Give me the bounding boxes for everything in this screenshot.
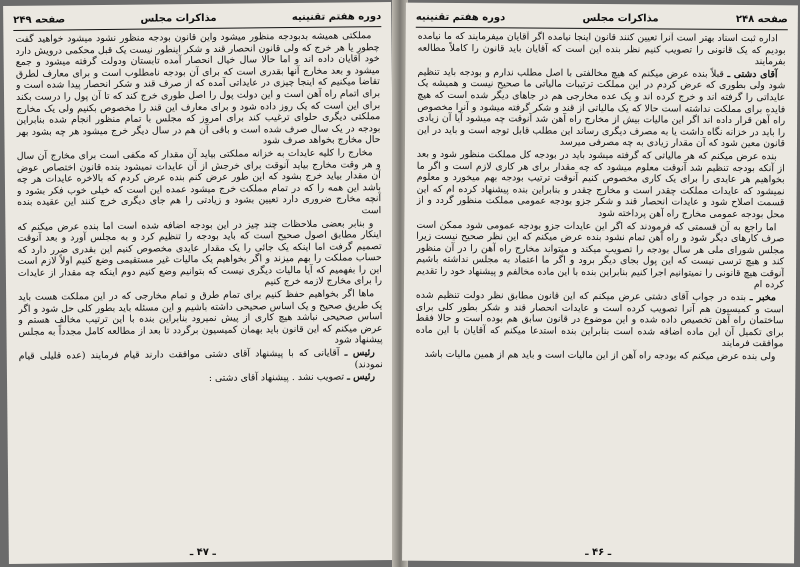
paragraph — [19, 371, 383, 386]
paragraph-text: مملکتی همیشه بدبودجه منظور میشود واین قانون بودجه منظور نشود میشود خواهید گفت چطور یا هر خرج که ولی قانون انحصار قند و شکر اینطور نیست یک قبل محکمی درویش دارد خود آقایان داده اند و اما حالا سال خیال انحصار آمده تابستان ودولت گرفته میشود و جمع میشود و بعد مخارج آنها بقدری است که برای آن بودجه نامطلوب است و برای معارف لطرق تقاضا میکنیم که اینجا چیزی در عایداتی آمده که از صرف قند و شکر انحصار پیدا شده است و برای اتمام راه آهن است و این دولت پول را اصل طوری خرج کند که تا آن پول را درست بکند برای این است که یک روز داده شود و برای معارف این قند را مخصوص بکنیم ولی یک مخارج مملکتی دیگری حلوای ترغیب کند برای امروز که مجلس با تمام منظور انجام شده بنابراین بودجه در یک سال صرف شده است و باقی آن هم در سال دیگر خرج میشود هر چه بشود بهر حال مخارج بخواهد صرف شود — [15, 30, 381, 147]
page-header — [416, 9, 788, 28]
paragraph-text: مخارج را کلیه عایدات به خزانه مملکتی بیاید آن مقدار که مکفی است برای مخارج آن سال و هر وقت مخارج بیاید آنوقت برای خرجش از آن عایدات نمیشود بنده قانون اختصاص عوض آن مقدار بیاید خرج بشود که این طور عرض کنم بنده عرض کردم که بالاخره عایدات هر چه باشد این همه را که در تمام مملکت خرج میشود عمده این است که خیلی خوب فکر بشود و آنچه مخارج ضروری دارد تعیین بشود و زیادتی را هم جای دیگری خرج کنند این عقیده بنده است — [16, 147, 382, 217]
paragraph-text: و بنابر بعضی ملاحظات چند چیز در این بودجه اضافه شده است اما بنده عرض میکنم که اینکار مطابق اصول صحیح است که باید بودجه را تنظیم کرد و به مجلس آورد و بعد آنوقت تصمیم گرفت اما اینکه یک جائی را یک مقدار عایدی مخصوص کنیم این بقدری ضرر دارد که حساب مملکت را بهم میزند و اگر بخواهیم یک مالیات غیر مستقیمی وضع کنیم اولاً لازم است این را بفهمیم که آیا مالیات دیگری نیست که بتوانیم وضع کنیم دوم اینکه چه مقدار از عایدات را برای مخارج لازمه خرج کنیم — [17, 217, 383, 288]
page-footer-number: ـ ۴۷ ـ — [189, 546, 216, 559]
header-title: مذاکرات مجلس — [140, 12, 217, 25]
session-label: دوره هفتم تقنینیه — [291, 10, 382, 23]
right-page — [402, 3, 798, 564]
paragraph — [416, 149, 784, 221]
paragraph — [18, 288, 383, 350]
header-title: مذاکرات مجلس — [582, 12, 659, 24]
left-page — [3, 2, 397, 564]
header-rule — [416, 27, 788, 31]
paragraph-text: آقایانی که با پیشنهاد آقای دشتی موافقت دارند قیام فرمایند (عده قلیلی قیام نمودند) — [18, 347, 383, 371]
paragraph — [416, 290, 784, 351]
paragraph — [17, 218, 382, 291]
paragraph — [416, 219, 784, 291]
paragraph-text: اداره ثبت اسناد بهتر است آنرا تعیین کنند قانون اینجا نیامده اگر آقایان میفرمایند که ما نیامده بودیم که یک قانونی را تصویب کنیم نظر بنده این است که آقایان باید قانون را کاملاً مطالعه بفرمایند — [417, 30, 786, 68]
page-number-label: صفحه ۲۴۸ — [735, 13, 788, 25]
paragraph — [17, 147, 382, 220]
speaker-name: رئیس ـ — [346, 371, 376, 383]
paragraph-text: بنده در جواب آقای دشتی عرض میکنم که این قانون مطابق نظر دولت تنظیم شده است و کمیسیون هم آنرا تصویب کرده است و عایدات انحصار قند و شکر بطور کلی برای ساختمان راه آهن تخصیص داده شده و این موضوع در قانون سابق هم بوده است و حالا فقط برای تکمیل آن این ماده اضافه شده است بنابراین بنده استدعا میکنم که آقایان با این ماده موافقت فرمایند — [415, 289, 784, 350]
page-footer-number: ـ ۴۶ ـ — [585, 546, 612, 559]
page-number-label: صفحه ۲۴۹ — [13, 13, 66, 26]
page-body — [414, 31, 786, 542]
paragraph-text: ولی بنده عرض میکنم که بودجه راه آهن از این مالیات است و باید هم از همین مالیات باشد — [424, 348, 776, 363]
speaker-name: آقای دشتی ـ — [727, 68, 778, 81]
speaker-name: رئیس ـ — [344, 347, 375, 359]
paragraph — [415, 349, 783, 363]
paragraph — [417, 67, 786, 151]
paragraph-text: قبلاً بنده عرض میکنم که هیچ مخالفتی با اصل مطلب ندارم و بودجه باید تنظیم شود ولی بطوری که عرض کردم در این مملکت ترتیبات مالیاتی ما صحیح نیست و همیشه یک عایداتی را گرفته اند و خرج کرده اند و یک عده مخارجی هم در جاهای دیگر شده است که هیچ فایده برای مملکت نداشته است حالا که یک مالیاتی از قند و شکر گرفته میشود و آنرا مخصوص راه آهن قرار داده اند اگر این مالیات بیش از مخارج راه آهن شد آنوقت چه میشود آیا آن زیادی را باید در خزانه نگاه داشت یا به مصرف دیگری رساند این مطلب قابل توجه است و باید در این قانون معین شود که آن مقدار زیادی به چه مصرفی میرسد — [417, 66, 786, 150]
paragraph-text: بنده عرض میکنم که هر مالیاتی که گرفته میشود باید در بودجه کل مملکت منظور شود و بعد از آنکه بودجه تنظیم شد آنوقت معلوم میشود که چه مقدار برای هر کاری لازم است و اگر ما بخواهیم هر عایدی را برای یک کاری مخصوص کنیم آنوقت ترتیب بودجه بهم میخورد و معلوم نمیشود که عایدات مملکت چقدر است و مخارج چقدر و بنابراین بنده پیشنهاد کرده ام که این قسمت اصلاح شود و عایدات انحصار قند و شکر جزو بودجه عمومی مملکت منظور گردد و از محل بودجه عمومی مخارج راه آهن پرداخته شود — [416, 148, 785, 221]
page-header — [13, 8, 381, 28]
paragraph — [15, 30, 380, 150]
paragraph-text: ماها اگر بخواهیم حفظ کنیم برای تمام طرق و تمام مخارجی که در این مملکت هست باید یک طریق صحیح و یک اساس صحیحی داشته باشیم و این مسئله باید بطور کلی حل شود و اگر اساس صحیحی نباشد هیچ کاری از پیش نمیرود بنابراین بنده با این ترتیب مخالف هستم و عرض میکنم که این قانون باید بهمان کمیسیون برگردد تا بعد از مطالعه کامل مجدداً به مجلس پیشنهاد شود — [18, 288, 383, 347]
paragraph — [418, 31, 786, 68]
paragraph — [19, 347, 383, 374]
page-body — [15, 30, 384, 542]
paragraph-text: تصویب نشد . پیشنهاد آقای دشتی : — [208, 371, 345, 385]
session-label: دوره هفتم تقنینیه — [415, 11, 506, 23]
speaker-name: مخبر ـ — [749, 292, 776, 304]
paragraph-text: اما راجع به آن قسمتی که فرمودند که اگر این عایدات جزو بودجه عمومی شود ممکن است صرف کارهای دیگر شود و راه آهن تمام نشود بنده عرض میکنم که این نظر صحیح نیست زیرا مجلس شورای ملی هر سال بودجه را تصویب میکند و میتواند مخارج راه آهن را در آن منظور کند و هیچ ترسی نیست که این پول بجای دیگر برود و اگر ما اعتماد به مجلس نداشته باشیم آنوقت هیچ قانونی را نمیتوانیم اجرا کنیم بنابراین بنده با این ماده مخالفم و پیشنهاد خود را تقدیم کرده ام — [416, 219, 785, 291]
